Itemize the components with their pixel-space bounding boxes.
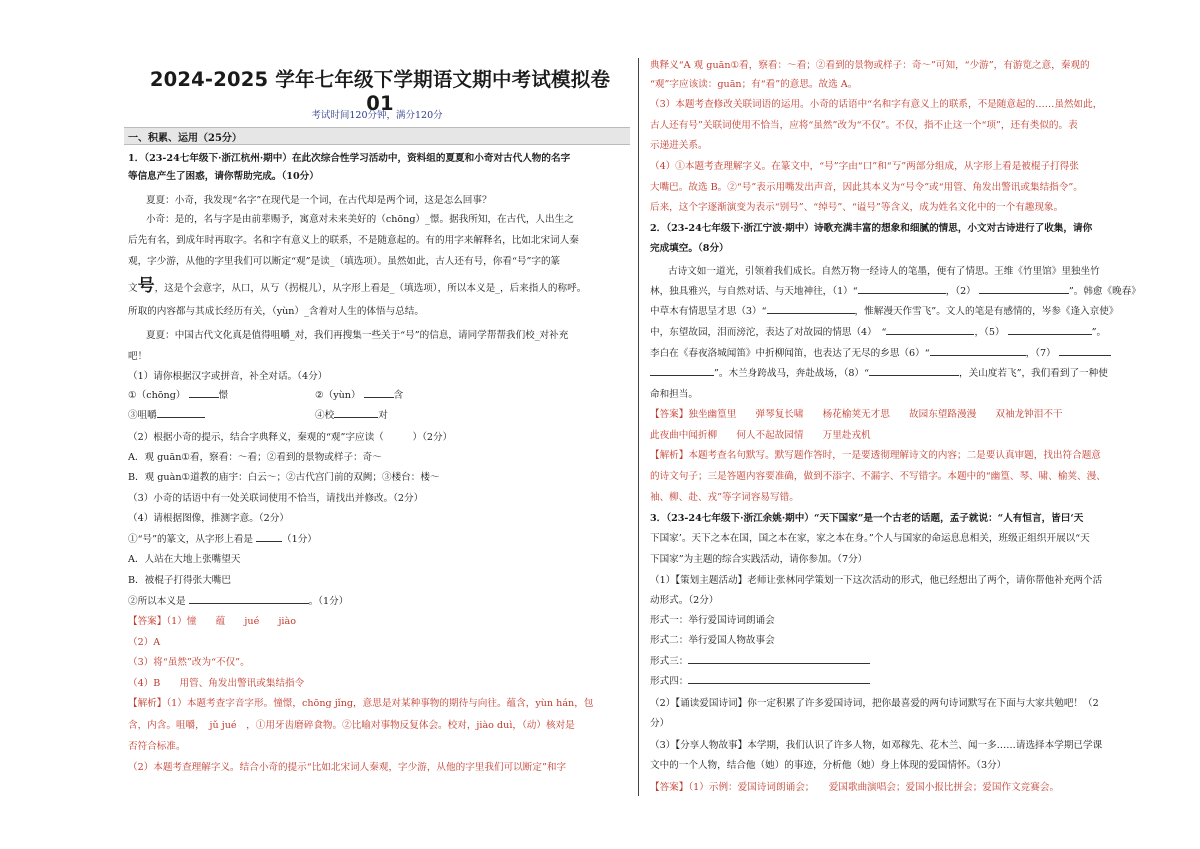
answer-blank[interactable] [189, 603, 309, 604]
subquestion-1: （1）请你根据汉字或拼音，补全对话。（4分） [128, 371, 328, 382]
analysis-line: 的诗文句子；三是答题内容要准确，做到不添字、不漏字、不写错字。本题中的“幽篁、琴、啸、榆荚、漫、 [650, 471, 1106, 482]
passage-text: ，（7） [1025, 348, 1056, 359]
answer-line: （3）将“虽然”改为“不仅”。 [128, 657, 250, 668]
answer-line: 此夜曲中闻折柳 何人不起故园情 万里赴戎机 [650, 430, 871, 441]
fill-label: ①“号”的篆文，从字形上看是 [128, 534, 253, 545]
answer-blank[interactable] [1008, 334, 1092, 335]
dialog-line: 所取的内容都与其成长经历有关，（yùn）_含着对人生的体悟与总结。 [128, 306, 424, 317]
dialog-text: 文 [128, 283, 138, 294]
answer-blank[interactable] [688, 663, 870, 664]
dialog-line: 夏夏：小奇，我发现“名字”在现代是一个词，在古代却是两个词，这是怎么回事？ [146, 195, 492, 206]
analysis-line: （3）本题考查修改关联词语的运用。小奇的话语中“名和字有意义上的联系，不是随意起的……虽然如此， [650, 99, 1103, 110]
answer-line: （4）B 用管、角发出警讯或集结指令 [128, 678, 305, 689]
analysis-line: 后来，这个字逐渐演变为表示“别号”、“绰号”、“谥号”等含义，成为姓名文化中的一个有趣现象。 [650, 202, 1064, 213]
fill-item [315, 409, 388, 422]
answer-line: 【答案】（1）示例：爱国诗词朗诵会； 爱国歌曲演唱会；爱国小报比拼会；爱国作文竞赛会。 [650, 782, 1060, 793]
question-3-stem-cont: 下国家’。天下之本在国，国之本在家，家之本在身。”个人与国家的命运息息相关，班级正组织开展以“天 [650, 533, 1090, 544]
answer-blank[interactable] [650, 375, 714, 376]
answer-blank[interactable] [256, 541, 282, 542]
dialog-text: ，这是个会意字，从口，从丂（拐棍儿），从字形上看是_（填选项），所以本义是_，后来指人的称呼。 [154, 283, 587, 294]
analysis-line: 典释义“A 观 guān①看，察看：～看；②看到的景物或样子：奇～”可知，“少游”，有游览之意，秦观的 [650, 60, 1090, 71]
answer-blank[interactable] [979, 293, 1069, 294]
answer-blank[interactable] [189, 397, 219, 398]
analysis-line: 含，内含。咀嚼， jǔ jué ，①用牙齿磨碎食物。②比喻对事物反复体会。校对，jiào duì，（动）核对是 [128, 720, 575, 731]
form-label: 形式四： [650, 676, 689, 687]
exam-subtitle: 考试时间120分钟，满分120分 [311, 110, 443, 121]
section-title: 一、积累、运用（25分） [128, 133, 242, 144]
answer-blank[interactable] [334, 417, 378, 418]
answer-blank[interactable] [869, 375, 959, 376]
subquestion-2-cont: 分） [650, 718, 670, 729]
passage-text: ，惟解漫天作雪飞”。文人的笔是有感情的，岑参《逢入京使》 [854, 306, 1119, 317]
analysis-line: （4）①本题考查理解字义。在篆文中，“号”字由“口”和“丂”两部分组成，从字形上看是被棍子打得张 [650, 161, 1079, 172]
passage-text: ，（2） [945, 286, 976, 297]
exam-title: 2024-2025 学年七年级下学期语文期中考试模拟卷 01 [149, 68, 611, 115]
option-b: B．观 guàn①道教的庙宇：白云～；②古代宫门前的双阙；③楼台：楼～ [128, 472, 440, 483]
section-header [124, 127, 630, 145]
passage-line: 古诗文如一道光，引领着我们成长。自然万物一经诗人的笔墨，便有了情思。王维《竹里馆》里独坐竹 [668, 266, 1100, 277]
analysis-line: 古人还有号”关联词使用不恰当，应将“虽然”改为“不仅”。不仅，指不止这一个“项”，还有类似的。表 [650, 120, 1078, 131]
fill-item [128, 389, 228, 402]
passage-text: ”。韩愈《晚春》 [1068, 286, 1141, 297]
fill-item [315, 389, 403, 402]
answer-blank[interactable] [1059, 355, 1111, 356]
subquestion-3-cont: 文中的一个人物，结合他（她）的事迹，分析他（她）身上体现的爱国情怀。（3分） [650, 760, 1007, 771]
answer-blank[interactable] [157, 417, 205, 418]
seal-script-glyph: 号 [137, 276, 155, 296]
dialog-line: 吧！ [128, 351, 148, 362]
option-a: A．观 guān①看，察看：～看；②看到的景物或样子：奇～ [128, 452, 382, 463]
form-item: 形式一：举行爱国诗词朗诵会 [650, 615, 775, 626]
fill-label: 憬 [218, 390, 229, 401]
passage-line [650, 326, 1106, 339]
passage-text: ”。木兰身跨战马，奔赴战场，（8）“ [714, 368, 870, 379]
analysis-line: 大嘴巴。故选 B。②“号”表示用嘴发出声音，因此其本义为“号令”或“用管、角发出警讯或集结指令”。 [650, 182, 1083, 193]
passage-line [650, 305, 1118, 318]
fill-item [128, 595, 348, 608]
analysis-line: 【解析】本题考查名句默写。默写题作答时，一是要透彻理解诗文的内容；二是要认真审题，找出符合题意 [650, 450, 1101, 461]
dialog-line: 夏夏：中国古代文化真是值得咀嚼_对，我们再搜集一些关于“号”的信息，请同学帮帮我们校_对补充 [146, 330, 569, 341]
subquestion-2: （2）根据小奇的提示，结合字典释义，秦观的“观”字应读（ ）（2分） [128, 432, 453, 443]
fill-label: ②所以本义是 [128, 596, 186, 607]
form-label: 形式三： [650, 656, 689, 667]
passage-text: 中，东望故园，泪而滂沱，表达了对故园的情思（4） “ [650, 327, 887, 338]
analysis-line: 【解析】（1）本题考查字音字形。憧憬，chōng jǐng，意思是对某种事物的期待与向往。蕴含，yùn hán，包 [128, 698, 594, 709]
question-1-stem-cont: 等信息产生了困惑，请你帮助完成。（10分） [128, 171, 319, 182]
answer-blank[interactable] [858, 293, 946, 294]
answer-line: （2）A [128, 637, 161, 648]
answer-line: 【答案】（1）憧 蕴 jué jiào [128, 616, 296, 627]
passage-text: 林，独具雅兴，与自然对话、与天地神往，（1）“ [650, 286, 858, 297]
fill-label: ③咀嚼 [128, 410, 157, 421]
question-2-stem-cont: 完成填空。（8分） [650, 243, 729, 254]
column-divider [638, 58, 639, 796]
passage-text: ，关山度若飞”，我们看到了一种使 [959, 368, 1108, 379]
fill-label: ④校 [315, 410, 335, 421]
question-2-stem: 2．（23-24七年级下·浙江宁波·期中）诗歌充满丰富的想象和细腻的情思，小文对古诗进行了收集，请你 [650, 223, 1093, 234]
passage-text: 中草木有情思呈才思（3）“ [650, 306, 767, 317]
answer-blank[interactable] [767, 313, 855, 314]
passage-line [650, 347, 1111, 360]
analysis-line: 示递进关系。 [650, 140, 708, 151]
answer-blank[interactable] [886, 334, 974, 335]
form-item [650, 655, 870, 668]
dialog-line: 观，字少游，从他的字里我们可以断定“观”是读_（填选项）。虽然如此，古人还有号，你看“号”字的篆 [128, 256, 561, 267]
analysis-line: 否符合标准。 [128, 741, 186, 752]
answer-blank[interactable] [688, 683, 870, 684]
passage-text: 李白在《春夜洛城闻笛》中折柳闻笛，也表达了无尽的乡思（6）“ [650, 348, 930, 359]
fill-label: （1分） [282, 534, 317, 545]
analysis-line: “观”字应该读：guān；有“看”的意思。故选 A。 [650, 79, 858, 90]
subquestion-1-cont: 动形式。（2分） [650, 595, 719, 606]
fill-label: ①（chōng） [128, 390, 186, 401]
subquestion-1: （1）【策划主题活动】老师让张林同学策划一下这次活动的形式，他已经想出了两个，请你帮他补充两个活 [650, 575, 1103, 586]
fill-label: ②（yùn） [315, 390, 361, 401]
fill-label: 对 [378, 410, 388, 421]
subquestion-4: （4）请根据图像，推测字意。（2分） [128, 513, 289, 524]
subquestion-2: （2）【诵读爱国诗词】你一定积累了许多爱国诗词，把你最喜爱的两句诗词默写在下面与大家共勉吧！（2 [650, 698, 1099, 709]
fill-item [128, 533, 317, 546]
analysis-line: （2）本题考查理解字义。结合小奇的提示“比如北宋词人秦观，字少游，从他的字里我们可以断定”和字 [128, 762, 567, 773]
answer-blank[interactable] [930, 355, 1026, 356]
fill-label: 。（1分） [308, 596, 349, 607]
question-1-stem: 1．（23-24七年级下·浙江杭州·期中）在此次综合性学习活动中，资料组的夏夏和小奇对古代人物的名字 [128, 153, 571, 164]
question-3-stem-cont: 下国家”为主题的综合实践活动，请你参加。（7分） [650, 554, 868, 565]
form-item [650, 675, 870, 688]
subquestion-3: （3）小奇的话语中有一处关联词使用不恰当，请找出并修改。（2分） [128, 493, 424, 504]
analysis-line: 袖、柳、赴、戎”等字词容易写错。 [650, 492, 799, 503]
option-a: A．人站在大地上张嘴望天 [128, 554, 241, 565]
answer-blank[interactable] [364, 397, 394, 398]
dialog-line: 后先有名，到成年时再取字。名和字有意义上的联系，不是随意起的。有的用字来解释名，比如北宋词人秦 [128, 235, 579, 246]
fill-item [128, 409, 205, 422]
subquestion-3: （3）【分享人物故事】本学期，我们认识了许多人物，如邓稼先、花木兰、闻一多……请选择本学期已学课 [650, 740, 1103, 751]
dialog-line: 小奇：是的，名与字是由前辈赐予，寓意对未来美好的（chōng）_憬。据我所知，在古代，人出生之 [146, 214, 574, 225]
passage-line [650, 285, 1141, 298]
question-3-stem: 3．（23-24七年级下·浙江余姚·期中）“天下国家”是一个古老的话题，孟子就说：“人有恒言，皆曰‘天 [650, 513, 1084, 524]
form-item: 形式二：举行爱国人物故事会 [650, 635, 775, 646]
dialog-line [128, 276, 587, 296]
answer-line: 【答案】独坐幽篁里 弹琴复长啸 杨花榆荚无才思 故园东望路漫漫 双袖龙钟泪不干 [650, 409, 1063, 420]
passage-text: ，（5） [974, 327, 1005, 338]
passage-line [650, 367, 1108, 380]
passage-line: 命和担当。 [650, 389, 698, 400]
passage-text: ”。 [1091, 327, 1107, 338]
option-b: B．被棍子打得张大嘴巴 [128, 575, 231, 586]
fill-label: 含 [393, 390, 404, 401]
